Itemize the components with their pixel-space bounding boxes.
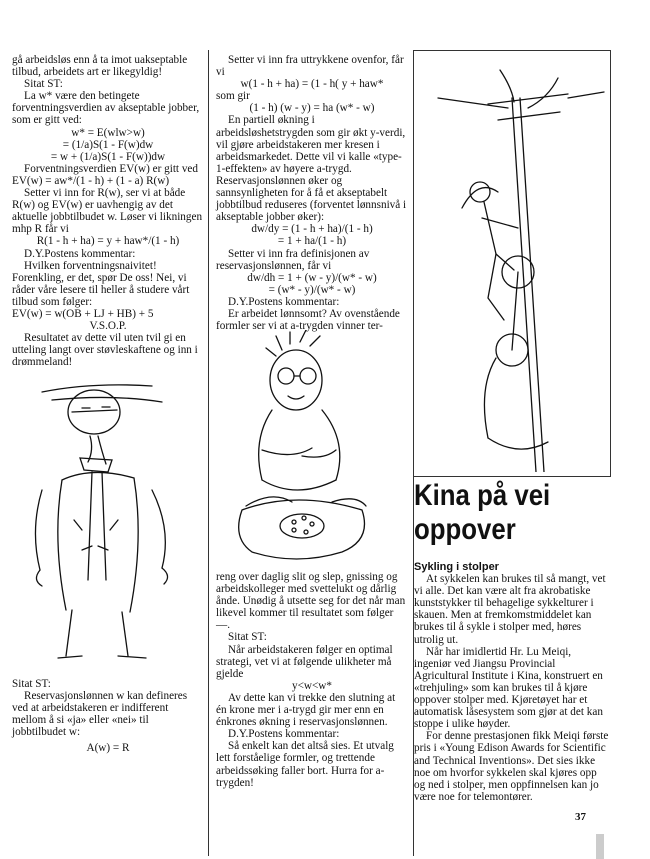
comment-heading: D.Y.Postens kommentar: xyxy=(24,247,136,260)
page-edge xyxy=(596,834,604,859)
section-heading: Sitat ST: xyxy=(24,78,63,91)
comment-heading: D.Y.Postens kommentar: xyxy=(228,295,340,308)
equation: y<w<w* xyxy=(292,679,332,692)
paragraph: Reservasjonslønnen w kan defineres ved at arbeidstakeren er indifferent mellom å si «ja» eller «nei» til jobbtilbudet w: xyxy=(12,690,188,739)
paragraph: Setter vi inn fra definisjonen av reservasjonslønnen, får vi xyxy=(216,247,370,272)
equation: dw/dy = (1 - h + ha)/(1 - h) xyxy=(251,223,373,236)
paragraph: Så enkelt kan det altså sies. Et utvalg lett forståelige formler, og trettende arbeidssøking faller bort. Hurra for a-trygden! xyxy=(216,740,394,789)
equation: V.S.O.P. xyxy=(89,320,127,333)
text-line: tilbud, arbeidets art er likegyldig! xyxy=(12,66,163,79)
paragraph: Resultatet av dette vil uten tvil gi en utteling langt over støvleskaftene og inn i drømmeland! xyxy=(12,332,198,369)
paragraph: Setter vi inn fra uttrykkene ovenfor, får vi xyxy=(216,54,404,79)
box-right-rule xyxy=(610,50,611,476)
equation: w* = E(wlw>w) xyxy=(71,126,145,139)
paragraph: Av dette kan vi trekke den slutning at én krone mer i a-trygd gir mer enn en énkrones økning i reservasjonslønnen. xyxy=(216,691,396,729)
paragraph: reng over daglig slit og slep, gnissing og arbeidskolleger med svettelukt og dårlig ånde. Unødig å utsette seg for det når man likevel kommer til resultatet som følger —. xyxy=(216,571,406,632)
column-rule-left xyxy=(208,50,209,856)
pole-cyclist-illustration xyxy=(418,58,606,472)
man-illustration xyxy=(22,380,192,670)
equation: = (1/a)S(1 - F(w)dw xyxy=(62,138,154,151)
column-1-bottom-text xyxy=(12,678,204,755)
text-line: som gir xyxy=(216,90,250,103)
column-3-text xyxy=(414,561,610,803)
equation: A(w) = R xyxy=(86,742,130,755)
headline-line: Kina på vei xyxy=(414,479,551,512)
man-with-telephone-illustration xyxy=(232,330,392,570)
paragraph: Når har imidlertid Hr. Lu Meiqi, ingeniør ved Jiangsu Provincial Agricultural Institute i Kina, konstruert en «trehjuling» som kan brukes til å kjøre oppover stolper med. Kjøretøyet har et automatisk låsesystem som gjør at det kan stoppe i ulike høyder. xyxy=(414,645,603,731)
box-top-rule xyxy=(413,50,611,51)
text-line: gå arbeidsløs enn å ta imot uakseptable xyxy=(12,54,188,66)
equation: = 1 + ha/(1 - h) xyxy=(277,235,347,248)
page-number: 37 xyxy=(575,811,586,823)
article-headline xyxy=(414,479,583,547)
column-2-bottom-text xyxy=(216,571,408,789)
equation: EV(w) = w(OB + LJ + HB) + 5 xyxy=(12,307,154,320)
equation: dw/dh = 1 + (w - y)/(w* - w) xyxy=(247,271,377,284)
paragraph: En partiell økning i arbeidsløshetstrygden som gir økt y-verdi, vil gjøre arbeidstakeren mer kresen i arbeidsmarkedet. Dette vil vi kalle «type-1-effekten» av høyere a-trygd. Reservasjonslønnen øker og sannsynligheten for å få et akseptabelt jobbtilbud reduseres (forventet lønnsnivå i akseptable jobber øker): xyxy=(216,114,407,224)
section-heading: Sitat ST: xyxy=(12,678,51,690)
equation: = w + (1/a)S(1 - F(w))dw xyxy=(50,150,166,163)
column-1-text xyxy=(12,54,204,368)
paragraph: Forventningsverdien EV(w) er gitt ved EV(w) = aw*/(1 - h) + (1 - a) R(w) xyxy=(12,162,198,187)
equation: w(1 - h + ha) = (1 - h( y + haw* xyxy=(240,78,384,91)
paragraph: At sykkelen kan brukes til så mangt, vet vi alle. Det kan være alt fra akrobatiske kunststykker til behagelige sykkelturer i skauen. Men at fremkomstmiddelet kan brukes til å sykle i stolper med, høres utrolig ut. xyxy=(414,573,606,646)
comment-heading: D.Y.Postens kommentar: xyxy=(228,728,340,741)
headline-line: oppover xyxy=(414,513,516,546)
paragraph: Er arbeidet lønnsomt? Av ovenstående formler ser vi at a-trygden vinner ter- xyxy=(216,307,400,333)
paragraph: La w* være den betingete forventningsverdien av akseptable jobber, som er gitt ved: xyxy=(12,90,200,127)
column-2-text xyxy=(216,54,408,332)
paragraph: Setter vi inn for R(w), ser vi at både R(w) og EV(w) er uavhengig av det aktuelle jobbtilbudet w. Løser vi likningen mhp R får vi xyxy=(12,187,203,236)
paragraph: For denne prestasjonen fikk Meiqi første pris i «Young Edison Awards for Scientific and Technical Inventions». Det sies ikke noe om hvorfor sykkelen skal kjøres opp og ned i stolper, men oppfinnelsen kan jo være noe for telemontører. xyxy=(414,730,609,803)
section-heading: Sitat ST: xyxy=(228,631,267,644)
article-subhead: Sykling i stolper xyxy=(414,561,499,573)
equation: (1 - h) (w - y) = ha (w* - w) xyxy=(249,102,375,115)
equation: R(1 - h + ha) = y + haw*/(1 - h) xyxy=(36,235,180,248)
paragraph: Hvilken forventningsnaivitet! Forenkling, er det, spør De oss! Nei, vi råder våre lesere til heller å studere vårt tilbud som følger: xyxy=(12,259,190,308)
box-bottom-rule xyxy=(413,476,611,477)
paragraph: Når arbeidstakeren følger en optimal strategi, vet vi at følgende ulikheter må gjelde xyxy=(216,643,393,680)
equation: = (w* - y)/(w* - w) xyxy=(268,283,356,296)
